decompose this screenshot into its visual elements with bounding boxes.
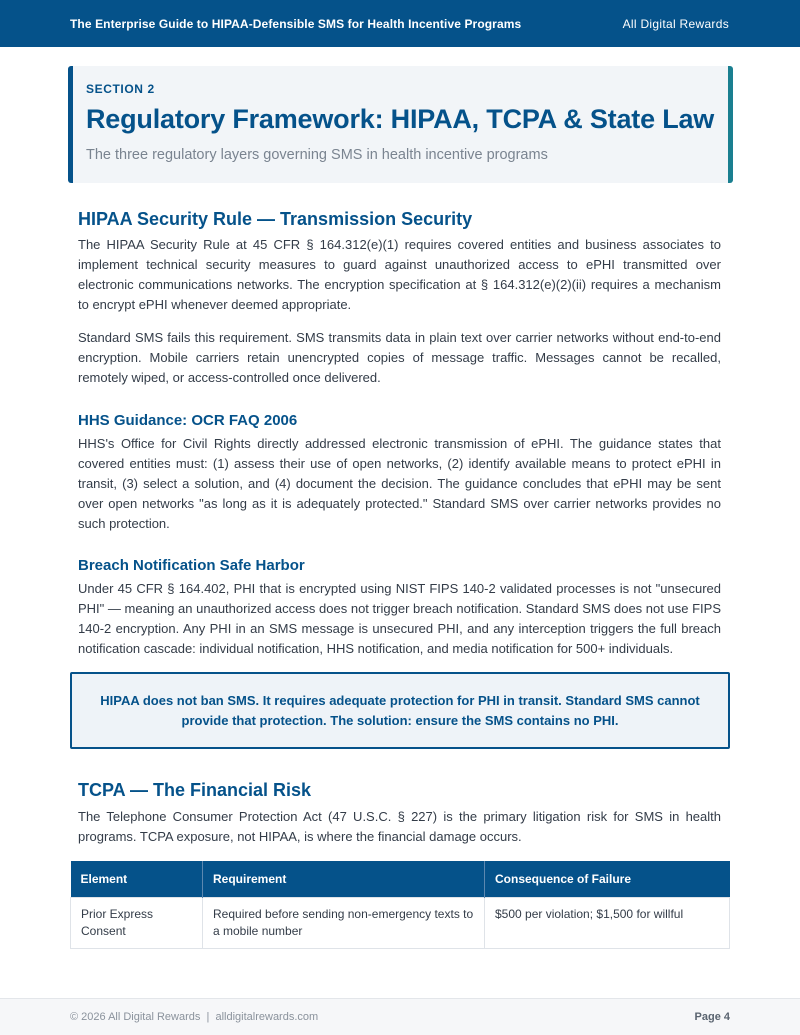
hhs-guidance-heading: HHS Guidance: OCR FAQ 2006 xyxy=(78,412,298,429)
hipaa-security-para-2-wrap xyxy=(78,328,721,388)
section-label: SECTION 2 xyxy=(86,82,155,96)
hhs-guidance-para-wrap xyxy=(78,434,721,534)
section-title: Regulatory Framework: HIPAA, TCPA & State Law xyxy=(86,104,715,134)
column-header-element: Element xyxy=(71,861,203,897)
section-banner xyxy=(68,66,733,183)
hipaa-security-para-1-wrap xyxy=(78,235,721,315)
hipaa-security-heading: HIPAA Security Rule — Transmission Security xyxy=(78,209,473,229)
hhs-guidance-paragraph: HHS's Office for Civil Rights directly addressed electronic transmission of ePHI. The guidance states that covered entities must: (1) assess their use of open networks, (2) identify available means to protect ePHI in transit, (3) select a solution, and (4) document the decision. The guidance concludes that ePHI may be sent over open networks "as long as it is adequately protected." Standard SMS over carrier networks provides no such protection. xyxy=(78,436,721,531)
column-header-consequence: Consequence of Failure xyxy=(485,861,730,897)
table-cell-element: Prior Express Consent xyxy=(71,897,203,948)
brand-name: All Digital Rewards xyxy=(622,16,729,31)
callout-text: HIPAA does not ban SMS. It requires adequate protection for PHI in transit. Standard SMS cannot provide that protection. The solution: ensure the SMS contains no PHI. xyxy=(100,692,700,728)
document-title: The Enterprise Guide to HIPAA-Defensible SMS for Health Incentive Programs xyxy=(70,16,522,31)
section-subtitle: The three regulatory layers governing SMS in health incentive programs xyxy=(86,147,548,163)
tcpa-heading: TCPA — The Financial Risk xyxy=(78,780,312,800)
table-cell-requirement: Required before sending non-emergency texts to a mobile number xyxy=(203,897,485,948)
table-header-row xyxy=(71,861,730,897)
page-header xyxy=(0,0,800,47)
hipaa-security-paragraph-1: The HIPAA Security Rule at 45 CFR § 164.312(e)(1) requires covered entities and business associates to implement technical security measures to guard against unauthorized access to ePHI transmitted over electronic communications networks. The encryption specification at § 164.312(e)(2)(ii) requires a mechanism to encrypt ePHI whenever deemed appropriate. xyxy=(78,237,721,312)
breach-para-wrap xyxy=(78,579,721,659)
key-takeaway-callout xyxy=(70,672,730,749)
table-row xyxy=(71,897,730,948)
page-footer xyxy=(0,998,800,1035)
breach-paragraph: Under 45 CFR § 164.402, PHI that is encrypted using NIST FIPS 140-2 validated processes is not "unsecured PHI" — meaning an unauthorized access does not trigger breach notification. Standard SMS does not use FIPS 140-2 encryption. Any PHI in an SMS message is unsecured PHI, and any interception triggers the full breach notification cascade: individual notification, HHS notification, and media notification for 500+ individuals. xyxy=(78,581,721,656)
tcpa-requirements-table xyxy=(70,861,730,949)
tcpa-paragraph: The Telephone Consumer Protection Act (47 U.S.C. § 227) is the primary litigation risk for SMS in health programs. TCPA exposure, not HIPAA, is where the financial damage occurs. xyxy=(78,809,721,844)
column-header-requirement: Requirement xyxy=(203,861,485,897)
page-number: Page 4 xyxy=(694,1011,730,1023)
hipaa-security-paragraph-2: Standard SMS fails this requirement. SMS transmits data in plain text over carrier networks without end-to-end encryption. Mobile carriers retain unencrypted copies of message traffic. Messages cannot be recalled, remotely wiped, or access-controlled once delivered. xyxy=(78,330,721,385)
footer-copyright: © 2026 All Digital Rewards | alldigitalrewards.com xyxy=(70,1011,319,1023)
tcpa-section xyxy=(78,780,721,801)
hhs-guidance-section xyxy=(78,412,721,429)
breach-heading: Breach Notification Safe Harbor xyxy=(78,557,305,574)
breach-section xyxy=(78,557,721,574)
tcpa-para-wrap xyxy=(78,807,721,847)
hipaa-security-section xyxy=(78,209,721,230)
table-cell-consequence: $500 per violation; $1,500 for willful xyxy=(485,897,730,948)
